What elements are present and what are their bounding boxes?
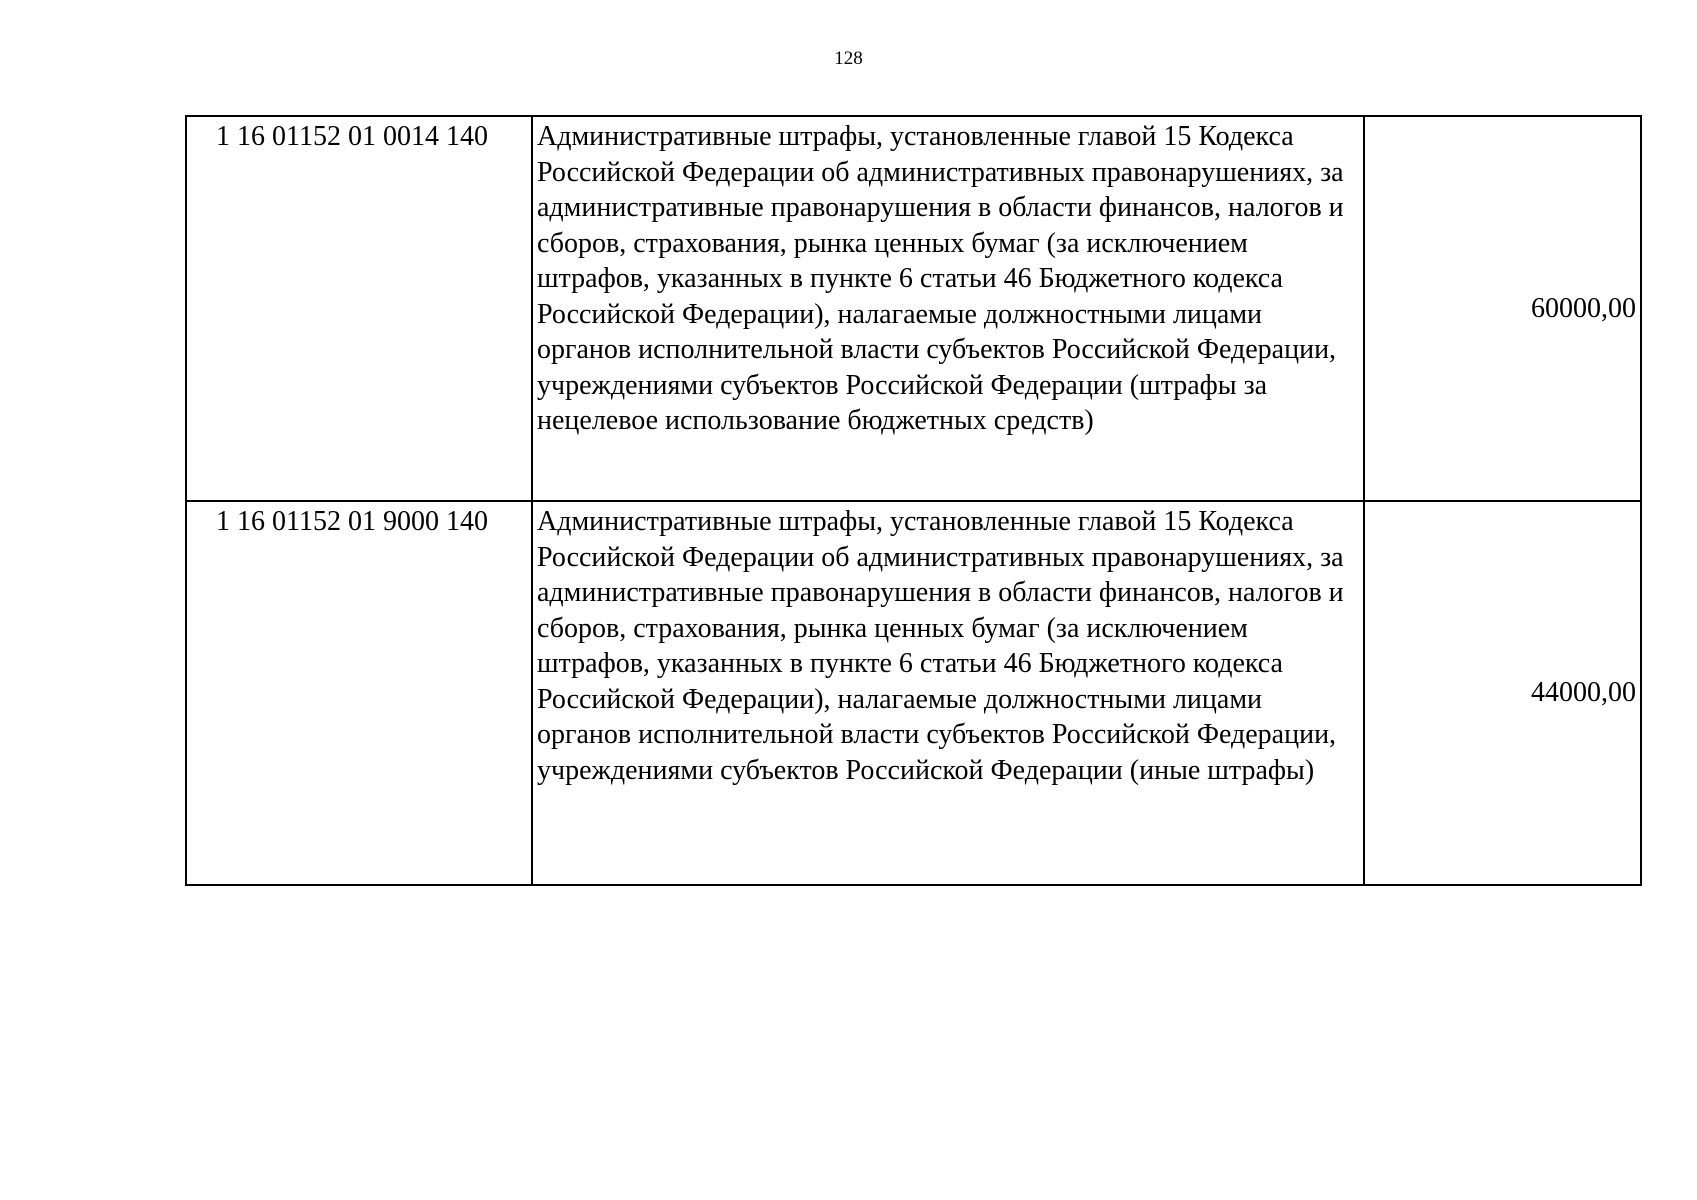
table-row	[186, 116, 1641, 501]
budget-revenue-table	[185, 115, 1642, 886]
revenue-description-text: Административные штрафы, установленные главой 15 Кодекса Российской Федерации об административных правонарушениях, за административные правонарушения в области финансов, налогов и сборов, страхования, рынка ценных бумаг (за исключением штрафов, указанных в пункте 6 статьи 46 Бюджетного кодекса Российской Федерации), налагаемые должностными лицами органов исполнительной власти субъектов Российской Федерации, учреждениями субъектов Российской Федерации (иные штрафы)	[537, 506, 1344, 786]
budget-classification-code: 1 16 01152 01 9000 140	[186, 501, 532, 885]
page-number: 128	[834, 48, 863, 69]
revenue-description	[532, 501, 1364, 885]
revenue-description	[532, 116, 1364, 501]
revenue-amount: 60000,00	[1364, 116, 1641, 501]
table-row	[186, 501, 1641, 885]
budget-classification-code: 1 16 01152 01 0014 140	[186, 116, 532, 501]
revenue-amount: 44000,00	[1364, 501, 1641, 885]
revenue-description-text: Административные штрафы, установленные главой 15 Кодекса Российской Федерации об административных правонарушениях, за административные правонарушения в области финансов, налогов и сборов, страхования, рынка ценных бумаг (за исключением штрафов, указанных в пункте 6 статьи 46 Бюджетного кодекса Российской Федерации), налагаемые должностными лицами органов исполнительной власти субъектов Российской Федерации, учреждениями субъектов Российской Федерации (штрафы за нецелевое использование бюджетных средств)	[537, 121, 1344, 436]
